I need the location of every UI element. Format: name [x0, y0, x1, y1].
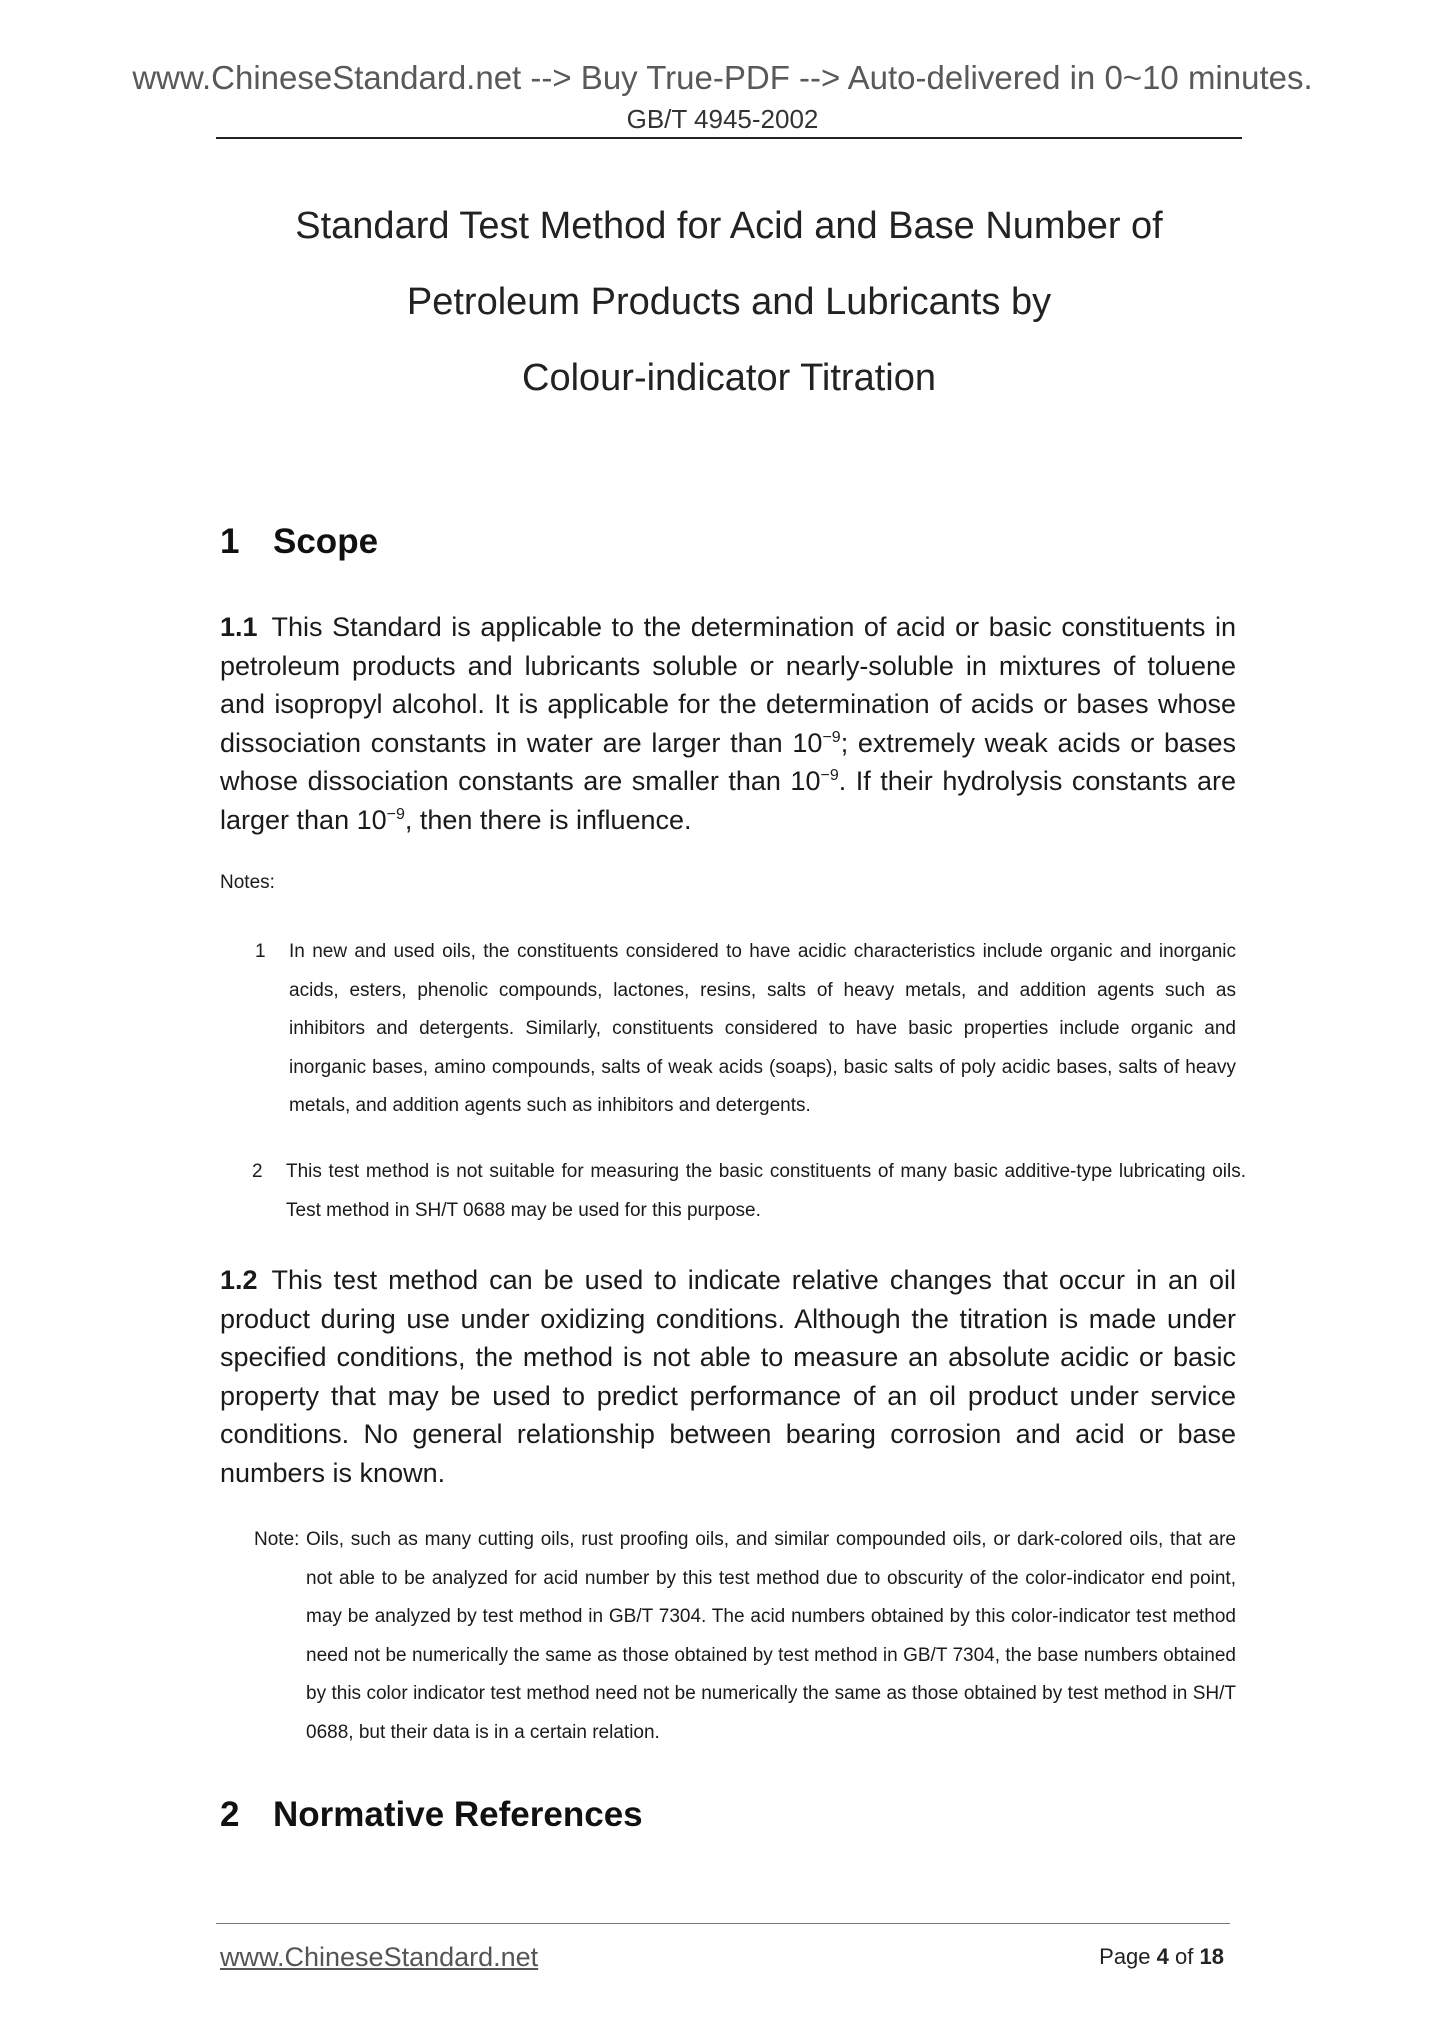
exponent-2: −9	[820, 767, 839, 784]
section-2-heading	[220, 1793, 643, 1837]
note-2-text: This test method is not suitable for measuring the basic constituents of many basic additive-type lubricating oils. Test method in SH/T 0688 may be used for this purpose.	[286, 1161, 1246, 1221]
footer-divider	[216, 1923, 1230, 1924]
note-1	[255, 933, 1236, 1126]
clause-1-1-number: 1.1	[220, 612, 258, 642]
page-current: 4	[1156, 1944, 1169, 1969]
clause-1-2-number: 1.2	[220, 1265, 258, 1295]
section-1-heading	[220, 520, 378, 564]
footer-website-link[interactable]: www.ChineseStandard.net	[220, 1942, 539, 1972]
section-2-title: Normative References	[273, 1795, 643, 1834]
header-divider	[216, 137, 1242, 139]
header-banner: www.ChineseStandard.net --> Buy True-PDF --> Auto-delivered in 0~10 minutes.	[132, 59, 1313, 96]
note-2	[252, 1153, 1246, 1230]
note-1-text: In new and used oils, the constituents considered to have acidic characteristics include organic and inorganic acids, esters, phenolic compounds, lactones, resins, salts of heavy metals, and addition agents such as inhibitors and detergents. Similarly, constituents considered to have basic properties include organic and inorganic bases, amino compounds, salts of weak acids (soaps), basic salts of poly acidic bases, salts of heavy metals, and addition agents such as inhibitors and detergents.	[289, 941, 1236, 1116]
title-line-2: Petroleum Products and Lubricants by	[406, 281, 1052, 323]
note-3-text: Oils, such as many cutting oils, rust proofing oils, and similar compounded oils, or dark-colored oils, that are not able to be analyzed for acid number by this test method due to obscurity of the color-indicator end point, may be analyzed by test method in GB/T 7304. The acid numbers obtained by this color-indicator test method need not be numerically the same as those obtained by test method in GB/T 7304, the base numbers obtained by this color indicator test method need not be numerically the same as those obtained by test method in SH/T 0688, but their data is in a certain relation.	[306, 1529, 1236, 1743]
exponent-3: −9	[386, 805, 405, 823]
clause-1-1	[220, 608, 1236, 839]
clause-1-1-text-b: ; extremely weak acids or bases whose dissociation constants are smaller than 10	[220, 727, 1236, 796]
note-3-marker: Note:	[254, 1529, 300, 1550]
note-3	[254, 1521, 1236, 1752]
document-code: GB/T 4945-2002	[626, 104, 819, 134]
clause-1-2	[220, 1261, 1236, 1492]
note-2-marker: 2	[252, 1161, 263, 1182]
section-2-number: 2	[220, 1795, 240, 1834]
note-1-marker: 1	[255, 941, 266, 962]
notes-label: Notes:	[220, 872, 275, 893]
page-of: of	[1175, 1944, 1194, 1969]
document-title	[216, 188, 1242, 416]
page-prefix: Page	[1099, 1944, 1151, 1969]
page-total: 18	[1199, 1944, 1224, 1969]
title-line-3: Colour-indicator Titration	[522, 357, 936, 399]
exponent-1: −9	[822, 728, 841, 746]
section-1-title: Scope	[273, 522, 379, 561]
title-line-1: Standard Test Method for Acid and Base Number of	[295, 205, 1163, 247]
clause-1-1-text-a: This Standard is applicable to the determination of acid or basic constituents in petroleum products and lubricants soluble or nearly-soluble in mixtures of toluene and isopropyl alcohol. It is applicable for the determination of acids or bases whose dissociation constants in water are larger than 10	[220, 612, 1236, 758]
section-1-number: 1	[220, 522, 240, 561]
clause-1-1-text-d: , then there is influence.	[404, 804, 692, 835]
clause-1-2-text: This test method can be used to indicate relative changes that occur in an oil product during use under oxidizing conditions. Although the titration is made under specified conditions, the method is not able to measure an absolute acidic or basic property that may be used to predict performance of an oil product under service conditions. No general relationship between bearing corrosion and acid or base numbers is known.	[220, 1265, 1236, 1488]
clause-1-1-text-c: . If their hydrolysis constants are larger than 10	[220, 766, 1236, 835]
page-indicator	[1099, 1944, 1224, 1970]
